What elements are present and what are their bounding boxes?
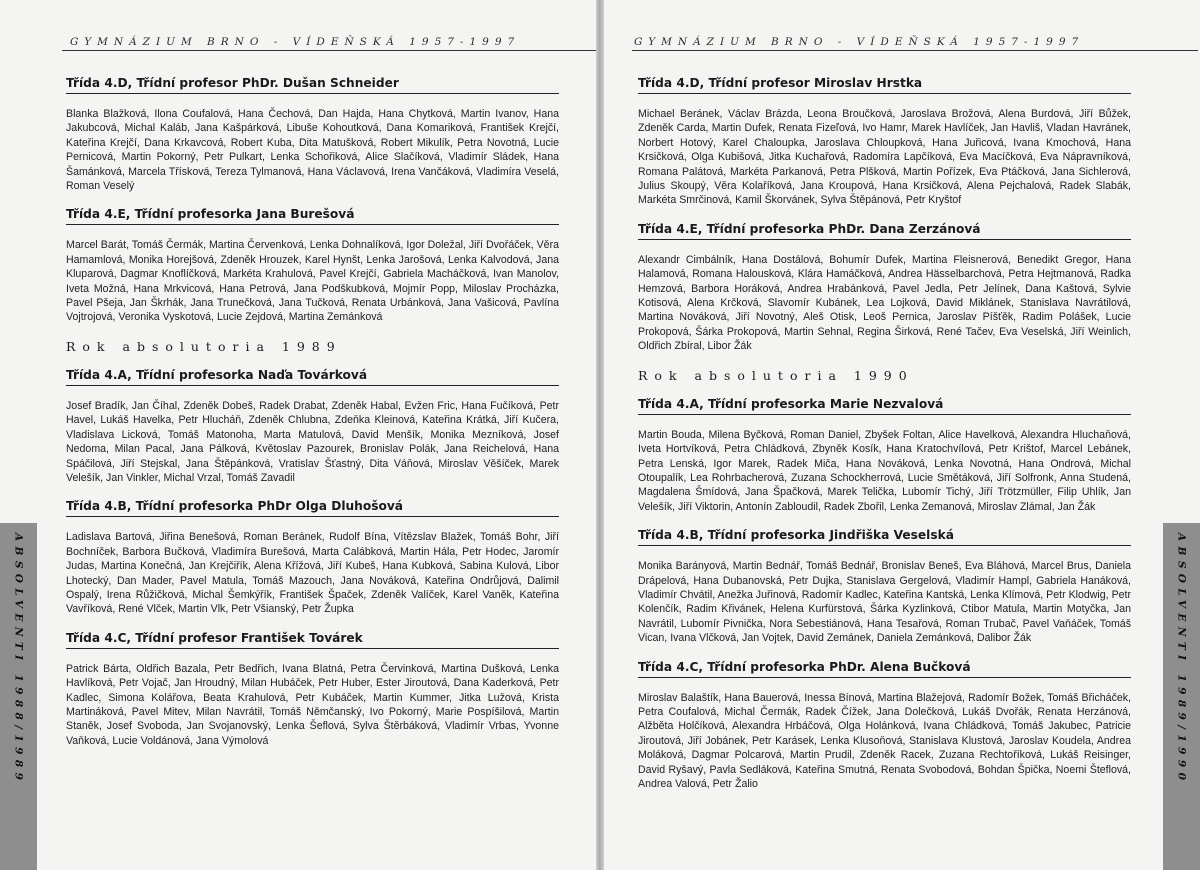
- class-title: Třída 4.A, Třídní profesorka Naďa Továrková: [66, 368, 559, 386]
- class-section: [638, 397, 1131, 514]
- class-section: [638, 76, 1131, 208]
- student-list: Martin Bouda, Milena Byčková, Roman Daniel, Zbyšek Foltan, Alice Havelková, Alexandra Hluchaňová, Iveta Hortvíková, Petra Chládková, Zbyněk Kosík, Hana Kratochvílová, Petr Krištof, Marcel Lebánek, Petra Lenská, Igor Marek, Radek Miča, Hana Nováková, Lenka Novotná, Hana Ondrová, Michal Otoupalík, Lea Rohrbacherová, Zuzana Schockherrová, Lucie Smětáková, Jiří Solfronk, Anna Studená, Magdalena Šmídová, Jana Špačková, Marek Telička, Lubomír Tichý, Jiří Trötzmüller, Filip Uhlík, Jan Velešík, Jiří Viktorin, Antonín Zabloudil, Radek Zbořil, Lenka Zemanová, Miroslav Zlámal, Jan Žák: [638, 428, 1131, 513]
- running-head: GYMNÁZIUM BRNO - VÍDEŇSKÁ 1957-1997: [634, 36, 1085, 48]
- class-section: [66, 499, 559, 616]
- page-content: [66, 76, 559, 762]
- student-list: Blanka Blažková, Ilona Coufalová, Hana Čechová, Dan Hajda, Hana Chytková, Martin Ivanov, Hana Jakubcová, Michal Kaláb, Jana Kašpárková, Libuše Kohoutková, Dana Komariková, František Krejčí, Kateřina Krejčí, Dana Krkavcová, Robert Kuba, Dita Matušková, Robert Mikulík, Petra Novotná, Lucie Pernicová, Martin Pokorný, Petr Pulkart, Lenka Schořiková, Alice Slačíková, Vladimír Sládek, Hana Šamánková, Marcela Třísková, Tereza Tylmanová, Hana Václavová, Irena Vančáková, Vladimíra Veselá, Roman Veselý: [66, 108, 559, 193]
- book-gutter: [596, 0, 604, 870]
- student-list: Patrick Bárta, Oldřich Bazala, Petr Bedřich, Ivana Blatná, Petra Červinková, Martina Dušková, Lenka Havlíková, Petr Vojač, Jan Hroudný, Milan Hubáček, Petr Huber, Ester Jiroutová, Dana Kaderková, Petr Kadlec, Simona Kolářova, Beata Krahulová, Petr Kubáček, Martin Kummer, Jitka Lužová, Krista Martináková, Pavel Mitev, Milan Navrátil, Tomáš Němčanský, Ivo Pokorný, Marie Pospíšilová, Martin Staněk, Josef Svoboda, Jan Svojanovský, Lenka Šeflová, Sylva Štěrbáková, Vladimír Vrbas, Yvonne Vaňková, Lucie Voldánová, Jana Výmolová: [66, 662, 559, 747]
- class-title: Třída 4.B, Třídní profesorka PhDr Olga Dluhošová: [66, 499, 559, 517]
- left-page: [0, 0, 599, 870]
- class-section: [66, 76, 559, 193]
- student-list: Ladislava Bartová, Jiřina Benešová, Roman Beránek, Rudolf Bína, Vítězslav Blažek, Tomáš Bohr, Jiří Bochníček, Barbora Bučková, Vladimíra Burešová, Marta Calábková, Martin Hála, Petr Hodec, Jaromír Judas, Martina Konečná, Jan Krejčiřík, Alena Křížová, Jiří Kubeš, Hana Kubková, Sabina Kulová, Libor Lhotecký, Dan Mader, Pavel Matula, Tomáš Mazouch, Jana Nováková, Kateřina Ondrůjová, Dalimil Ospalý, Irena Růžičková, Michal Šemkýřík, František Špaček, Zdeněk Valíček, Karel Vaněk, Kateřina Vavříková, René Vlček, Martin Vlk, Petr Všianský, Petr Župka: [66, 531, 559, 616]
- graduation-year-heading: Rok absolutoria 1990: [638, 367, 914, 383]
- side-tab-label: ABSOLVENTI 1989/1990: [1175, 533, 1188, 786]
- class-title: Třída 4.A, Třídní profesorka Marie Nezvalová: [638, 397, 1131, 415]
- class-title: Třída 4.C, Třídní profesor František Továrek: [66, 631, 559, 649]
- class-section: [66, 631, 559, 748]
- class-title: Třída 4.E, Třídní profesorka Jana Burešová: [66, 207, 559, 225]
- page-content: [638, 76, 1131, 805]
- class-section: [66, 368, 559, 485]
- class-title: Třída 4.B, Třídní profesorka Jindřiška Veselská: [638, 528, 1131, 546]
- header-rule: [632, 50, 1198, 51]
- student-list: Marcel Barát, Tomáš Čermák, Martina Červenková, Lenka Dohnalíková, Igor Doležal, Jiří Dvořáček, Věra Hamamlová, Monika Horejšová, Zdeněk Hrouzek, Karel Hynšt, Lenka Jarošová, Lenka Kalvodová, Jana Kluparová, Dagmar Knoflíčková, Markéta Krahulová, Pavel Krejčí, Gabriela Macháčková, Ivan Manolov, Iveta Možná, Hana Mrkvicová, Hana Petrová, Jana Podškubková, Mojmír Popp, Miloslav Procházka, Pavel Pšeja, Jan Škrhák, Jana Trunečková, Jana Tučková, Renata Urbánková, Jana Vašicová, Pavlína Vojtrojová, Veronika Vyskotová, Lucie Zejdová, Martina Zemánková: [66, 239, 559, 324]
- right-page: [600, 0, 1200, 870]
- student-list: Miroslav Balaštík, Hana Bauerová, Inessa Bínová, Martina Blažejová, Radomír Božek, Tomáš Břicháček, Petra Coufalová, Michal Čermák, Radek Čížek, Jana Dolečková, Lukáš Dvořák, Renata Herzánová, Alžběta Holčíková, Alexandra Hrbáčová, Olga Holánková, Ivana Chládková, Tomáš Jakubec, Patricie Jiroutová, Jiří Jobánek, Petr Karásek, Lenka Klusoňová, Stanislava Klustová, Jaroslav Koudela, Andrea Moláková, Dagmar Polcarová, Martin Prudil, Zdeněk Racek, Zuzana Rechtoříková, Lukáš Reisinger, David Ryšavý, Pavla Sedláková, Kateřina Smutná, Renata Svobodová, Bohdan Špička, Noemi Šteflová, Andrea Valová, Petr Žalio: [638, 691, 1131, 790]
- class-title: Třída 4.D, Třídní profesor PhDr. Dušan Schneider: [66, 76, 559, 94]
- class-section: [638, 660, 1131, 792]
- class-section: [66, 207, 559, 324]
- class-section: [638, 528, 1131, 645]
- student-list: Alexandr Cimbálník, Hana Dostálová, Bohumír Dufek, Martina Fleisnerová, Benedikt Gregor, Hana Halamová, Romana Halousková, Klára Hamáčková, Andrea Hässelbarchová, Petra Hejtmanová, Radka Hemzová, Barbora Horáková, Andrea Hrabánková, Pavel Jedla, Petr Jelínek, Dana Kaštová, Sylvie Kotisová, Alena Krčková, Slavomír Kubánek, Lea Lojková, David Miklánek, Stanislava Navrátilová, Martina Nováková, Jiří Novotný, Aleš Otisk, Leoš Pernica, Jaroslav Píšťěk, Radim Polášek, Lucie Prokopová, Šárka Prokopová, Martin Sehnal, Regina Širková, René Tačev, Eva Veselská, Jiří Weinlich, Oldřich Zbíral, Libor Žák: [638, 253, 1131, 353]
- side-tab: [0, 523, 37, 870]
- class-title: Třída 4.C, Třídní profesorka PhDr. Alena Bučková: [638, 660, 1131, 678]
- graduation-year-heading: Rok absolutoria 1989: [66, 338, 342, 354]
- student-list: Josef Bradík, Jan Číhal, Zdeněk Dobeš, Radek Drabat, Zdeněk Habal, Evžen Fric, Hana Fučíková, Petr Havel, Lukáš Havelka, Petr Hlucháň, Zdeněk Chlubna, Zdeňka Kleinová, Kateřina Krátká, Jiří Kučera, Vladislava Licková, Tomáš Matonoha, Marta Matulová, David Menšík, Monika Mezníková, Josef Nedoma, Milan Pacal, Jana Pálková, Květoslav Pazourek, Bronislav Polák, Jana Reichelová, Hana Spáčilová, Jiří Stejskal, Jana Štěpánková, Vratislav Šťastný, Dita Váňová, Miroslav Věšíček, Marek Velešík, Jan Vinkler, Michal Vrzal, Tomáš Zavadil: [66, 399, 559, 484]
- header-rule: [62, 50, 598, 51]
- student-list: Michael Beránek, Václav Brázda, Leona Broučková, Jaroslava Brožová, Alena Burdová, Jiří Bůžek, Zdeněk Carda, Martin Dufek, Renata Fizeľová, Ivo Hamr, Marek Havlíček, Jan Havliš, Vladan Havránek, Norbert Hotový, Karel Chaloupka, Jaroslava Chloupková, Hana Juřicová, Ivana Kmochová, Hana Krsičková, Olga Kubišová, Jitka Kuchařová, Radomíra Lapčíková, Eva Macíčková, Eva Nápravníková, Romana Palátová, Markéta Parkanová, Petra Plšková, Martin Pořízek, Eva Ptáčková, Jana Sichlerová, Julius Skoupý, Věra Kolaříková, Jana Kroupová, Hana Krsičková, Alena Pejchalová, Radek Slabák, Markéta Smrčinová, Kamil Škorvánek, Sylva Štěpánová, Petr Kryštof: [638, 108, 1131, 207]
- class-title: Třída 4.E, Třídní profesorka PhDr. Dana Zerzánová: [638, 222, 1131, 240]
- class-title: Třída 4.D, Třídní profesor Miroslav Hrstka: [638, 76, 1131, 94]
- running-head: GYMNÁZIUM BRNO - VÍDEŇSKÁ 1957-1997: [70, 36, 521, 48]
- class-section: [638, 222, 1131, 354]
- side-tab: [1163, 523, 1200, 870]
- side-tab-label: ABSOLVENTI 1988/1989: [12, 533, 25, 786]
- student-list: Monika Barányová, Martin Bednář, Tomáš Bednář, Bronislav Beneš, Eva Bláhová, Marcel Brus, Daniela Drápelová, Hana Dubanovská, Petr Dujka, Stanislava Gergelová, Vladimír Hampl, Gabriela Hanáková, Vladimír Chvátil, Anežka Juřinová, Radomír Kadlec, Kateřina Kantská, Lenka Klímová, Petr Klodwig, Petr Kolenčík, Radim Křivánek, Helena Kurfürstová, Šárka Kyzlinková, Ctibor Matula, Martin Motyčka, Jan Navrátil, Lubomír Pivnička, Nora Sebestiánová, Hana Tesařová, Roman Trubač, Pavel Vaňáček, Tomáš Vican, Ivana Vlčková, Jan Vojtek, David Zemánek, Daniela Zemánková, Dalibor Žák: [638, 560, 1131, 645]
